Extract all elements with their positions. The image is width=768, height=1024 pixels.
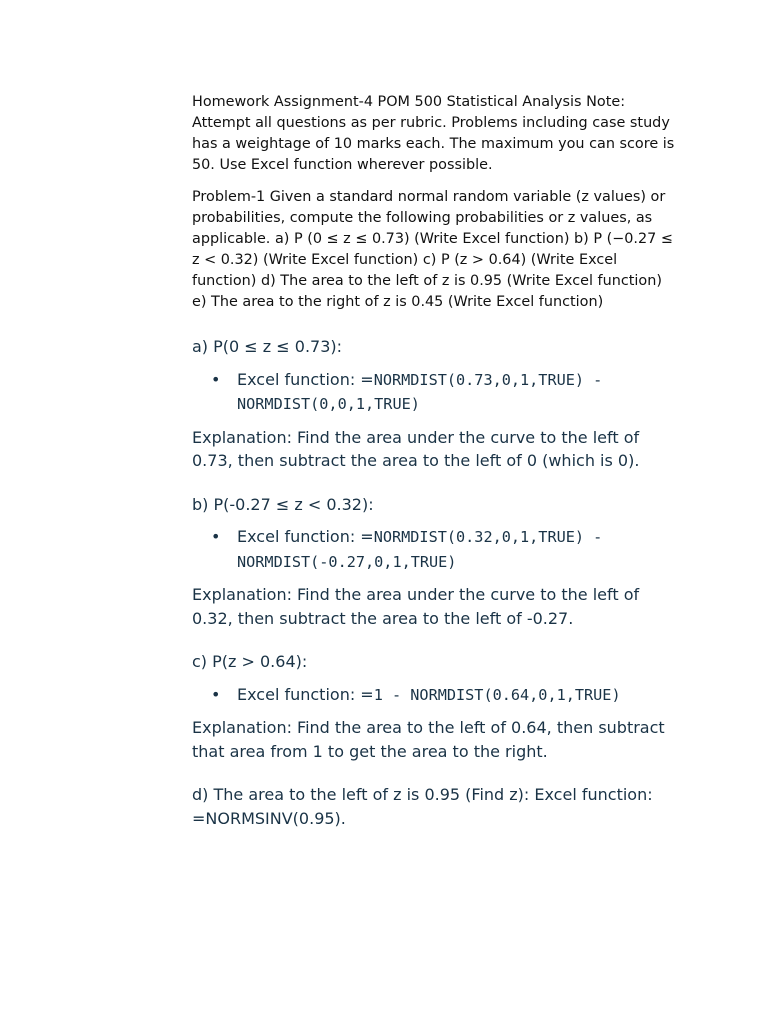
answer-a — [192, 335, 678, 473]
answer-d-text: d) The area to the left of z is 0.95 (Find z): Excel function: =NORMSINV(0.95). — [192, 785, 653, 828]
answer-b-excel-bullet — [192, 525, 678, 574]
answer-c-heading: c) P(z > 0.64): — [192, 652, 308, 671]
answer-a-bullets — [192, 368, 678, 417]
excel-formula: 1 - NORMDIST(0.64,0,1,TRUE) — [373, 685, 621, 704]
excel-function-label: Excel function: = — [237, 369, 374, 389]
answer-b-heading: b) P(-0.27 ≤ z < 0.32): — [192, 494, 374, 514]
bullet-dot-icon: • — [211, 369, 221, 389]
answer-c-explanation: Explanation: Find the area to the left of 0.64, then subtract that area from 1 to get the area to the right. — [192, 718, 665, 761]
excel-function-label: Excel function: = — [237, 527, 374, 546]
answer-b-bullets — [192, 525, 678, 574]
excel-function-label: Excel function: = — [237, 684, 374, 704]
answer-d — [192, 783, 678, 830]
assignment-note: Homework Assignment-4 POM 500 Statistical Analysis Note: Attempt all questions as per rubric. Problems including case study has a weightage of 10 marks each. The maximum you can score is 50. Use Excel function wherever possible. — [192, 94, 675, 173]
answer-b-explanation: Explanation: Find the area under the curve to the left of 0.32, then subtract the area to the left of -0.27. — [192, 585, 640, 628]
answer-b — [192, 493, 678, 631]
problem-statement: Problem-1 Given a standard normal random variable (z values) or probabilities, compute the following probabilities or z values, as applicable. a) P (0 ≤ z ≤ 0.73) (Write Excel function) b) P (−0.27 ≤ z < 0.32) (Write Excel function) c) P (z > 0.64) (Write Excel function) d) The area to the left of z is 0.95 (Write Excel function) e) The area to the right of z is 0.45 (Write Excel function) — [192, 189, 673, 310]
answer-c-excel-bullet — [192, 683, 678, 708]
answer-c — [192, 650, 678, 763]
document-page — [192, 92, 678, 830]
answer-c-bullets — [192, 683, 678, 708]
bullet-dot-icon: • — [211, 527, 221, 546]
answer-a-heading: a) P(0 ≤ z ≤ 0.73): — [192, 337, 343, 356]
excel-formula: NORMDIST(0.73,0,1,TRUE) - NORMDIST(0,0,1,TRUE) — [237, 370, 603, 413]
answer-a-explanation: Explanation: Find the area under the curve to the left of 0.73, then subtract the area to the left of 0 (which is 0). — [192, 427, 640, 470]
bullet-dot-icon: • — [211, 684, 221, 704]
excel-formula: NORMDIST(0.32,0,1,TRUE) - NORMDIST(-0.27,0,1,TRUE) — [237, 528, 603, 571]
answer-a-excel-bullet — [192, 368, 678, 417]
